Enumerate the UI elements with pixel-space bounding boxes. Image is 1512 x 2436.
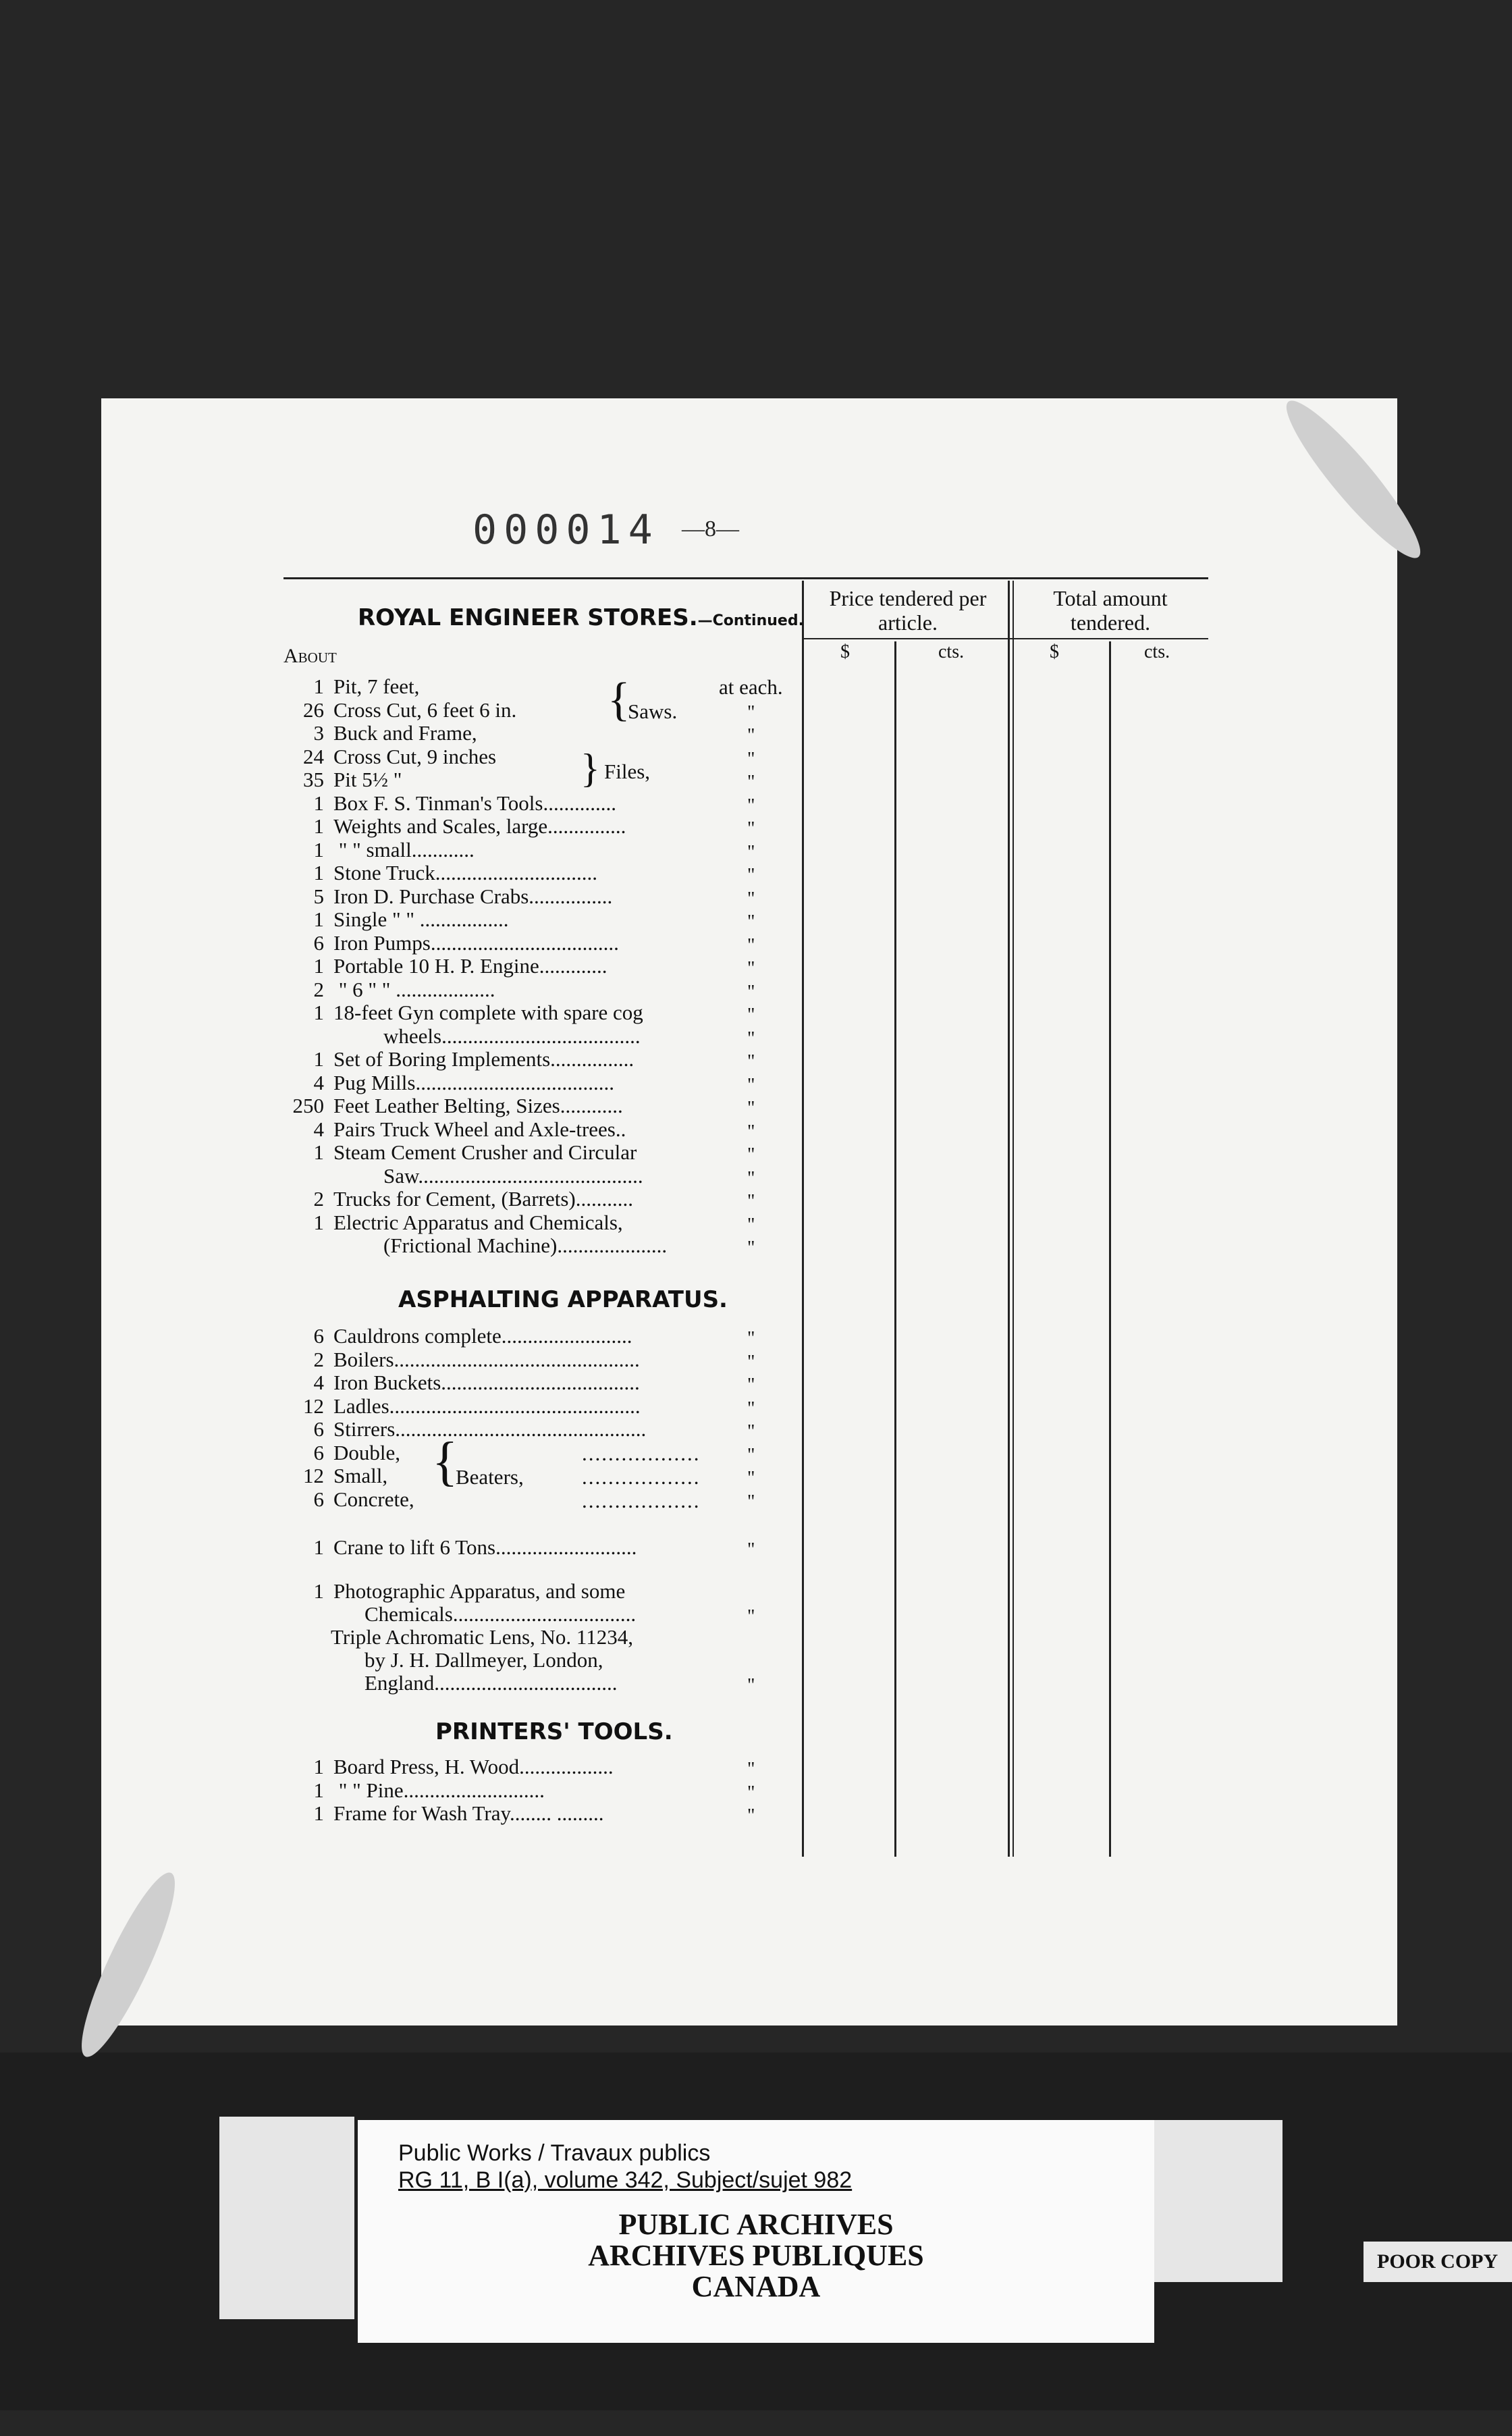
item-qty: 1 [313,1755,324,1778]
royal-engineer-item [284,1188,716,1211]
about-label: About [284,645,337,667]
ditto-mark: " [747,1167,755,1189]
label-scrap-left [219,2117,354,2319]
crane-name: Crane to lift 6 Tons........................... [333,1535,637,1559]
asphalting-item [284,1395,716,1418]
royal-engineer-item [284,839,716,862]
printers-item [284,1802,716,1825]
ditto-mark: " [747,1144,755,1165]
item-name: Frame for Wash Tray........ ......... [333,1801,604,1825]
files-bracket: } [580,746,600,791]
ditto-mark: " [747,1098,755,1119]
royal-engineer-item [284,792,716,815]
ditto-mark: " [747,1398,755,1419]
item-qty: 4 [313,1117,324,1141]
archive-label-line-1: Public Works / Travaux publics [398,2140,711,2166]
royal-engineer-item [284,978,716,1001]
item-qty: 4 [313,1070,324,1094]
royal-engineer-item [284,1094,716,1117]
item-qty: 1 [313,907,324,931]
item-qty: 1 [313,1801,324,1825]
item-name: Set of Boring Implements................ [333,1047,634,1071]
item-name: Stirrers................................................ [333,1417,647,1441]
item-name: Trucks for Cement, (Barrets)........... [333,1187,633,1211]
ditto-mark: " [747,1375,755,1396]
archive-label-line-5: CANADA [691,2270,821,2303]
item-qty: 6 [313,930,324,955]
ditto-mark: " [747,1214,755,1236]
column-rule-1 [802,581,804,1857]
item-name: Buck and Frame, [333,721,477,745]
item-qty: 1 [313,791,324,815]
at-each-label: at each. [719,675,783,699]
item-name: " " small............ [333,837,475,862]
item-name: Small, [333,1464,388,1487]
ditto-mark: " [747,934,755,956]
ditto-mark: " [747,701,755,723]
price-dollar-label: $ [840,641,850,662]
item-name: Pairs Truck Wheel and Axle-trees.. [333,1117,626,1141]
ditto-mark: " [747,1328,755,1349]
ditto-mark: " [747,1028,755,1049]
royal-engineer-item [333,1165,765,1188]
royal-engineer-item [284,862,716,884]
ditto-mark: " [747,795,755,816]
asphalting-item [284,1418,716,1441]
printers-item [284,1755,716,1778]
photo-item-line-3 [331,1626,763,1649]
header-rule-top [284,577,1208,579]
asphalting-item [284,1348,716,1371]
item-qty: 1 [313,674,324,698]
ditto-mark: " [747,1782,755,1803]
ditto-mark: " [747,1051,755,1072]
ditto-mark: " [747,1421,755,1442]
ditto-mark: " [747,818,755,839]
ditto-mark: " [747,981,755,1003]
crane-item [284,1536,716,1559]
royal-engineer-item [284,815,716,838]
ditto-mark: " [747,888,755,909]
royal-engineer-item [284,1071,716,1094]
item-qty: 26 [303,697,324,722]
archive-label-line-3: PUBLIC ARCHIVES [618,2208,894,2241]
ditto-mark: " [747,1805,755,1826]
item-name: Iron D. Purchase Crabs................ [333,884,613,908]
item-qty: 2 [313,977,324,1001]
item-name: Double, [333,1440,401,1464]
royal-engineer-item [284,1211,716,1234]
column-rule-4 [1013,581,1014,1857]
item-name: Iron Pumps.................................... [333,930,619,955]
photo-item-line-5 [364,1672,796,1695]
item-qty: 1 [313,1210,324,1234]
royal-engineer-item [284,955,716,978]
item-name: Pit 5½ " [333,768,402,791]
ditto-mark: " [747,865,755,886]
total-dollar-label: $ [1050,641,1059,662]
item-name: Cross Cut, 6 feet 6 in. [333,697,517,722]
item-qty: 1 [313,954,324,978]
column-rule-2 [894,641,896,1857]
asphalting-item [284,1325,716,1348]
item-qty: 6 [313,1417,324,1441]
price-column-header: Price tendered per article. [829,586,987,635]
ditto-mark: " [747,841,755,863]
item-name: Board Press, H. Wood.................. [333,1755,614,1778]
ditto-mark: " [747,1074,755,1096]
ditto-mark: " [747,1005,755,1026]
royal-engineer-item [284,745,716,768]
item-name: Cross Cut, 9 inches [333,744,497,768]
item-name: 18-feet Gyn complete with spare cog [333,1001,643,1024]
ditto-mark: " [747,1491,755,1512]
section-title-royal-engineer [358,604,804,631]
beater-dots-3: .................. [582,1489,701,1512]
crane-qty: 1 [313,1535,324,1559]
item-name: Boilers............................................... [333,1347,640,1371]
saws-bracket: { [608,674,630,726]
header-rule-bottom [803,638,1208,639]
item-qty: 6 [313,1440,324,1464]
item-qty: 1 [313,1778,324,1802]
archive-label-line-4: ARCHIVES PUBLIQUES [588,2239,924,2272]
saws-label: Saws. [628,699,678,723]
royal-engineer-item [284,1141,716,1164]
ditto-mark: " [747,911,755,932]
asphalting-item [284,1371,716,1394]
files-label: Files, [604,760,651,783]
beaters-bracket: { [432,1432,458,1491]
item-name: Pug Mills...................................... [333,1070,614,1094]
item-qty: 3 [313,721,324,745]
ditto-mark: " [747,1468,755,1489]
item-qty: 4 [313,1371,324,1394]
page-number: —8— [682,517,739,541]
item-qty: 1 [313,1140,324,1164]
photo-qty: 1 [313,1579,324,1603]
photo-line-2: Chemicals................................... [364,1602,637,1626]
photo-line-5: England................................... [364,1671,618,1695]
label-scrap-right [1154,2120,1282,2282]
item-qty: 250 [292,1094,324,1117]
ditto-mark: " [747,1444,755,1466]
royal-engineer-item [333,1234,765,1257]
total-cents-label: cts. [1144,641,1170,662]
ditto-mark: " [747,772,755,793]
ditto-mark: " [747,958,755,979]
item-qty: 12 [303,1464,324,1487]
item-name: Cauldrons complete......................... [333,1324,632,1348]
item-name: Electric Apparatus and Chemicals, [333,1210,623,1234]
photo-ditto-1: " [747,1606,755,1627]
item-name: wheels...................................... [383,1024,641,1048]
printers-item [284,1779,716,1802]
item-qty: 12 [303,1394,324,1418]
column-rule-3 [1008,581,1010,1857]
item-qty: 6 [313,1324,324,1348]
beater-dots-2: .................. [582,1465,701,1489]
item-name: " 6 " " ................... [333,977,495,1001]
section-title-printers: PRINTERS' TOOLS. [435,1718,673,1745]
item-name: " " Pine........................... [333,1778,545,1802]
royal-engineer-item [284,908,716,931]
photo-line-1: Photographic Apparatus, and some [333,1579,626,1603]
item-qty: 1 [313,837,324,862]
section-title-asphalting: ASPHALTING APPARATUS. [398,1286,728,1313]
photo-line-3: Triple Achromatic Lens, No. 11234, [331,1625,634,1649]
price-cents-label: cts. [938,641,965,662]
item-name: Portable 10 H. P. Engine............. [333,954,608,978]
beaters-label: Beaters, [456,1465,524,1489]
total-column-header: Total amount tendered. [1053,586,1168,635]
poor-copy-stamp: POOR COPY [1364,2242,1512,2282]
column-rule-5 [1109,641,1111,1857]
ditto-mark: " [747,1351,755,1373]
item-qty: 1 [313,1047,324,1071]
item-qty: 35 [303,768,324,791]
item-name: Steam Cement Crusher and Circular [333,1140,637,1164]
royal-engineer-item [284,932,716,955]
item-name: Pit, 7 feet, [333,674,420,698]
item-name: Ladles................................................ [333,1394,641,1418]
photo-item-line-2 [364,1603,796,1626]
royal-engineer-item [333,1025,765,1048]
royal-engineer-item [284,1048,716,1071]
item-name: Box F. S. Tinman's Tools.............. [333,791,616,815]
item-name: (Frictional Machine)..................... [383,1234,668,1257]
item-name: Iron Buckets...................................... [333,1371,640,1394]
archive-label [358,2120,1154,2343]
section-title-text: ROYAL ENGINEER STORES. [358,604,698,631]
item-qty: 24 [303,744,324,768]
item-qty: 1 [313,1001,324,1024]
royal-engineer-item [284,1001,716,1024]
royal-engineer-item [284,722,716,745]
ditto-mark: " [747,1191,755,1212]
photo-ditto-2: " [747,1675,755,1696]
crane-ditto: " [747,1539,755,1560]
ditto-mark: " [747,725,755,746]
beater-dots-1: .................. [582,1441,701,1465]
item-name: Saw........................................... [383,1163,643,1188]
item-name: Stone Truck............................... [333,861,597,884]
photo-line-4: by J. H. Dallmeyer, London, [364,1648,603,1672]
royal-engineer-item [284,768,716,791]
section-continued: —Continued. [697,612,804,629]
photo-item-line-4 [364,1649,796,1672]
item-qty: 2 [313,1347,324,1371]
royal-engineer-item [284,675,716,698]
royal-engineer-item [284,885,716,908]
item-qty: 6 [313,1487,324,1511]
ditto-mark: " [747,1238,755,1259]
ditto-mark: " [747,748,755,770]
item-name: Concrete, [333,1487,414,1511]
item-qty: 1 [313,814,324,838]
item-qty: 2 [313,1187,324,1211]
archive-label-line-2: RG 11, B I(a), volume 342, Subject/sujet 982 [398,2167,853,2193]
item-name: Weights and Scales, large............... [333,814,626,838]
royal-engineer-item [284,1118,716,1141]
item-name: Single " " ................. [333,907,509,931]
item-qty: 5 [313,884,324,908]
item-qty: 1 [313,861,324,884]
ditto-mark: " [747,1759,755,1780]
archive-stamp-number: 000014 [473,506,659,554]
item-name: Feet Leather Belting, Sizes............ [333,1094,623,1117]
ditto-mark: " [747,1121,755,1142]
photo-item-line-1 [284,1580,716,1603]
